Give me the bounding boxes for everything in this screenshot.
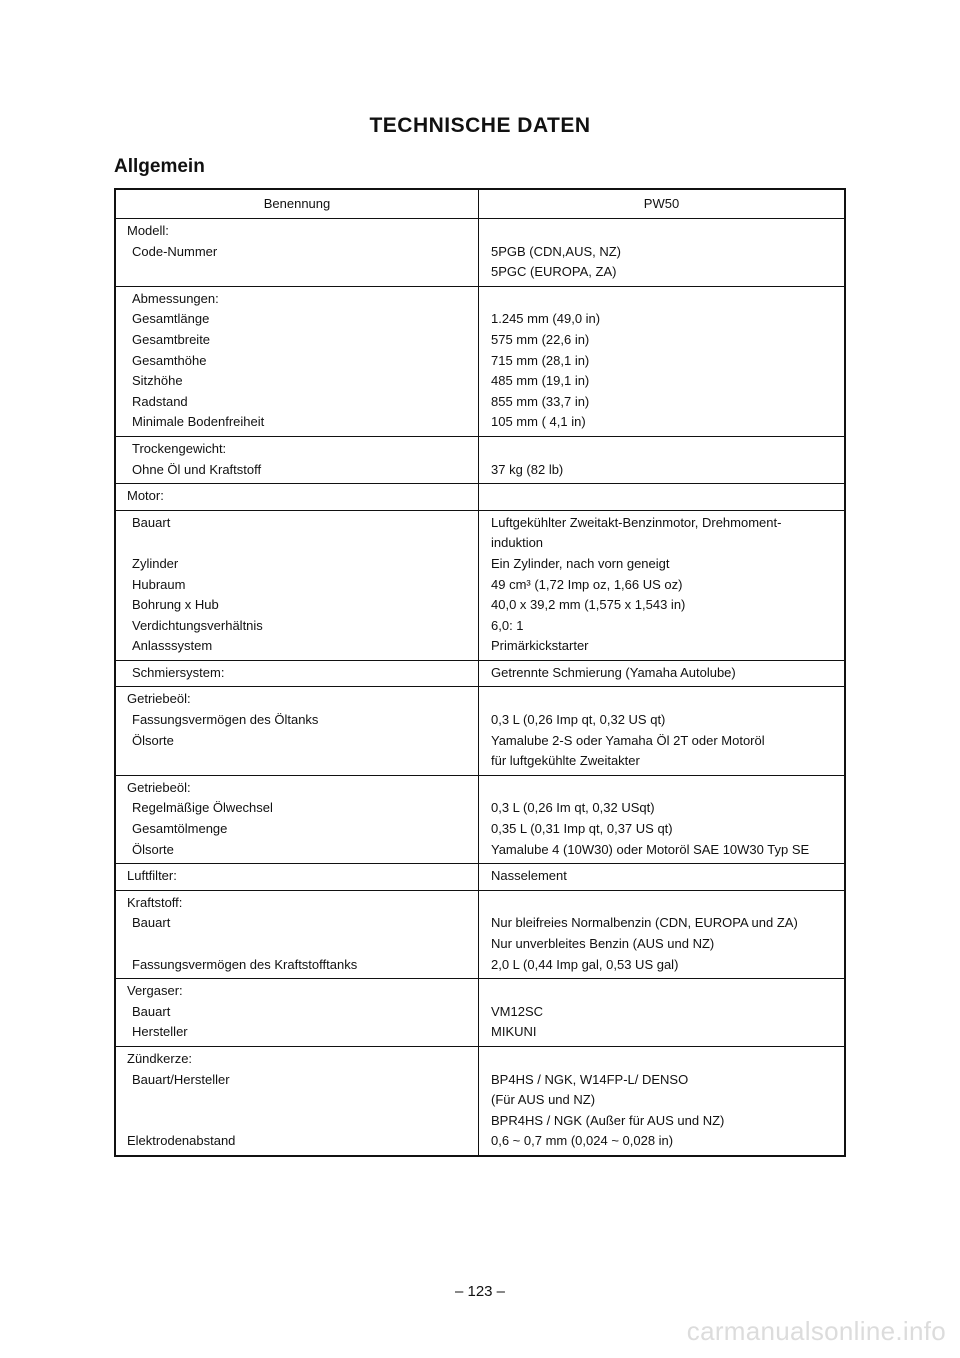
spec-value: Nur unverbleites Benzin (AUS und NZ) [491,936,715,951]
spec-value: 0,3 L (0,26 Im qt, 0,32 USqt) [491,800,655,816]
page-title: TECHNISCHE DATEN [369,114,591,137]
spec-label: Kraftstoff: [127,894,183,910]
spec-label: Code-Nummer [132,243,218,259]
spec-label-cell [115,484,479,511]
spec-group-row [115,890,845,978]
spec-table-body [115,219,845,1156]
spec-group-row [115,436,845,483]
spec-value-cell [479,219,846,287]
spec-value [491,893,844,914]
spec-value: 575 mm (22,6 in) [491,331,590,347]
spec-value: Ein Zylinder, nach vorn geneigt [491,555,670,571]
spec-label-cell [115,890,479,978]
header-model: PW50 [479,189,846,219]
spec-label: Schmiersystem: [132,664,225,680]
spec-label-cell [115,286,479,436]
spec-value: Nur bleifreies Normalbenzin (CDN, EUROPA und ZA) [491,915,798,931]
spec-value [491,289,844,310]
spec-label: Bauart [132,1003,171,1019]
spec-table [114,188,846,1157]
spec-value-cell [479,864,846,891]
spec-label: Gesamthöhe [132,352,207,368]
spec-label: Bauart [132,915,171,931]
spec-label: Vergaser: [127,983,183,999]
spec-label [127,1090,478,1111]
spec-label: Bauart [132,514,171,530]
spec-label: Minimale Bodenfreiheit [132,414,265,430]
spec-value: 855 mm (33,7 in) [491,393,590,409]
spec-label [127,1111,478,1132]
spec-label-cell [115,775,479,863]
spec-value: BPR4HS / NGK (Außer für AUS und NZ) [491,1112,725,1128]
spec-value: 715 mm (28,1 in) [491,352,590,368]
spec-label [127,934,478,955]
spec-value: BP4HS / NGK, W14FP-L/ DENSO [491,1071,689,1087]
spec-group-row [115,979,845,1047]
spec-label [127,262,478,283]
spec-label: Sitzhöhe [132,373,183,389]
spec-label: Elektrodenabstand [127,1133,236,1149]
spec-value-cell [479,436,846,483]
spec-label: Bauart/Hersteller [132,1071,230,1087]
spec-value [491,221,844,242]
spec-value-cell [479,775,846,863]
spec-value: VM12SC [491,1003,544,1019]
spec-value [491,1049,844,1070]
page-number: – 123 – [454,1283,506,1300]
spec-group-row [115,286,845,436]
spec-value: für luftgekühlte Zweitakter [491,753,640,769]
spec-label: Hersteller [132,1024,188,1040]
spec-label: Bohrung x Hub [132,597,219,613]
spec-label: Hubraum [132,576,186,592]
spec-value: 1.245 mm (49,0 in) [491,311,601,327]
spec-value: Primärkickstarter [491,638,589,654]
spec-group-row [115,510,845,660]
table-header-row [115,189,845,219]
section-title: Allgemein [114,156,205,177]
spec-label: Radstand [132,393,188,409]
spec-value-cell [479,979,846,1047]
spec-value: Yamalube 4 (10W30) oder Motoröl SAE 10W30 Typ SE [491,841,810,857]
spec-value: 5PGB (CDN,AUS, NZ) [491,243,622,259]
spec-group-row [115,484,845,511]
spec-label: Anlasssystem [132,638,213,654]
spec-value: 5PGC (EUROPA, ZA) [491,264,617,280]
spec-label: Gesamtlänge [132,311,210,327]
spec-group-row [115,219,845,287]
spec-label: Getriebeöl: [127,779,191,795]
spec-label: Getriebeöl: [127,691,191,707]
spec-label: Luftfilter: [127,868,177,884]
spec-value: Nasselement [491,868,567,884]
spec-label-cell [115,979,479,1047]
spec-label [127,751,478,772]
spec-value-cell [479,1046,846,1155]
spec-value: Yamalube 2-S oder Yamaha Öl 2T oder Motoröl [491,732,765,748]
spec-label-cell [115,510,479,660]
spec-label: Gesamtölmenge [132,821,228,837]
spec-value [491,439,844,460]
spec-value: (Für AUS und NZ) [491,1092,596,1108]
spec-group-row [115,1046,845,1155]
spec-group-row [115,864,845,891]
spec-value: 2,0 L (0,44 Imp gal, 0,53 US gal) [491,956,679,972]
spec-value-cell [479,510,846,660]
spec-value: 40,0 x 39,2 mm (1,575 x 1,543 in) [491,597,686,613]
spec-label-cell [115,1046,479,1155]
spec-label: Regelmäßige Ölwechsel [132,800,273,816]
spec-label: Abmessungen: [132,290,219,306]
spec-group-row [115,660,845,687]
spec-value: induktion [491,535,544,551]
spec-label: Motor: [127,488,164,504]
spec-label-cell [115,864,479,891]
spec-group-row [115,687,845,775]
spec-value: 37 kg (82 lb) [491,461,564,477]
spec-label: Trockengewicht: [132,440,227,456]
spec-label: Modell: [127,223,169,238]
spec-label-cell [115,687,479,775]
spec-value [491,981,844,1002]
spec-value: 0,35 L (0,31 Imp qt, 0,37 US qt) [491,821,673,837]
spec-label: Fassungsvermögen des Öltanks [132,712,319,728]
spec-value: 49 cm³ (1,72 Imp oz, 1,66 US oz) [491,576,683,592]
spec-group-row [115,775,845,863]
spec-label-cell [115,436,479,483]
spec-label: Ohne Öl und Kraftstoff [132,461,262,477]
spec-value: 6,0: 1 [491,617,524,633]
spec-value: 0,3 L (0,26 Imp qt, 0,32 US qt) [491,712,666,728]
spec-label: Gesamtbreite [132,331,211,347]
spec-label [127,533,478,554]
spec-value [491,689,844,710]
spec-label-cell [115,660,479,687]
spec-value-cell [479,286,846,436]
spec-label: Ölsorte [132,732,174,748]
spec-value: 0,6 ~ 0,7 mm (0,024 ~ 0,028 in) [491,1133,674,1149]
spec-value-cell [479,890,846,978]
spec-value-cell [479,687,846,775]
spec-label: Fassungsvermögen des Kraftstofftanks [132,956,358,972]
spec-label: Ölsorte [132,841,174,857]
spec-value: Getrennte Schmierung (Yamaha Autolube) [491,664,736,680]
spec-value: 105 mm ( 4,1 in) [491,414,586,430]
spec-value: 485 mm (19,1 in) [491,373,590,389]
spec-label: Zylinder [132,555,179,571]
spec-value: Luftgekühlter Zweitakt-Benzinmotor, Drehmoment- [491,514,782,530]
spec-label: Zündkerze: [127,1050,193,1066]
spec-value: MIKUNI [491,1024,537,1040]
header-benennung: Benennung [115,189,479,219]
spec-value [491,486,844,507]
watermark: carmanualsonline.info [686,1316,946,1346]
spec-value [491,778,844,799]
spec-value-cell [479,660,846,687]
spec-label-cell [115,219,479,287]
spec-label: Verdichtungsverhältnis [132,617,263,633]
spec-value-cell [479,484,846,511]
